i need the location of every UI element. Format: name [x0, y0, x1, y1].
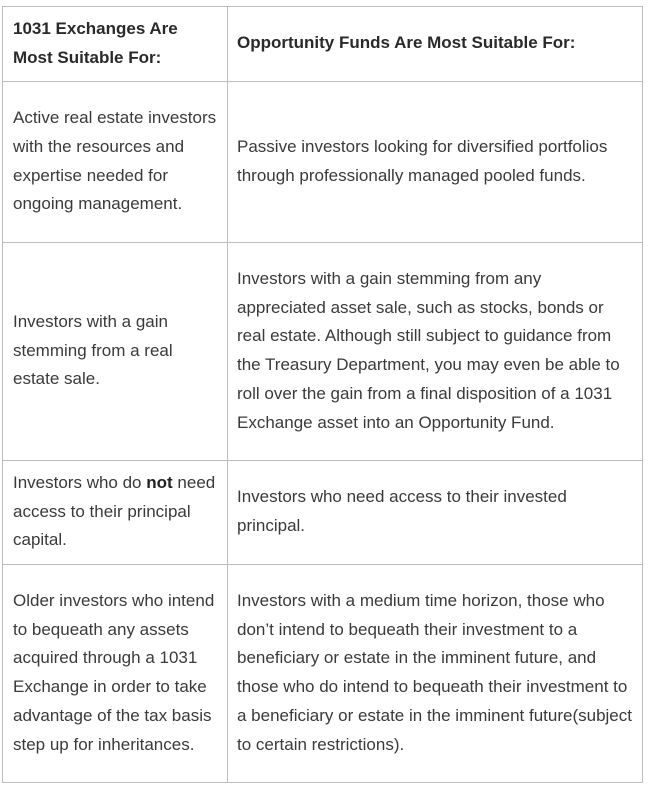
emphasis-not: not — [146, 472, 173, 492]
comparison-table — [2, 6, 643, 783]
table-row — [3, 460, 643, 564]
cell-1031-row-4: Older investors who intend to bequeath any assets acquired through a 1031 Exchange in order to take advantage of the tax basis step up for inheritances. — [3, 564, 228, 782]
table-row — [3, 564, 643, 782]
cell-opportunity-row-3: Investors who need access to their invested principal. — [228, 460, 643, 564]
cell-opportunity-row-2: Investors with a gain stemming from any appreciated asset sale, such as stocks, bonds or real estate. Although still subject to guidance from the Treasury Department, you may even be able to roll over the gain from a final disposition of a 1031 Exchange asset into an Opportunity Fund. — [228, 242, 643, 460]
cell-1031-row-1: Active real estate investors with the resources and expertise needed for ongoing management. — [3, 81, 228, 242]
cell-text-pre: Investors who do — [13, 472, 147, 492]
cell-1031-row-2: Investors with a gain stemming from a real estate sale. — [3, 242, 228, 460]
cell-1031-row-3 — [3, 460, 228, 564]
header-row — [3, 7, 643, 82]
table-row — [3, 81, 643, 242]
cell-opportunity-row-4: Investors with a medium time horizon, those who don’t intend to bequeath their investment to a beneficiary or estate in the imminent future, and those who do intend to bequeath their investment to a beneficiary or estate in the imminent future(subject to certain restrictions). — [228, 564, 643, 782]
cell-opportunity-row-1: Passive investors looking for diversified portfolios through professionally managed pooled funds. — [228, 81, 643, 242]
cell-text-post: need access to their principal capital. — [13, 472, 216, 550]
header-1031-exchanges: 1031 Exchanges Are Most Suitable For: — [3, 7, 228, 82]
table-row — [3, 242, 643, 460]
header-opportunity-funds: Opportunity Funds Are Most Suitable For: — [228, 7, 643, 82]
